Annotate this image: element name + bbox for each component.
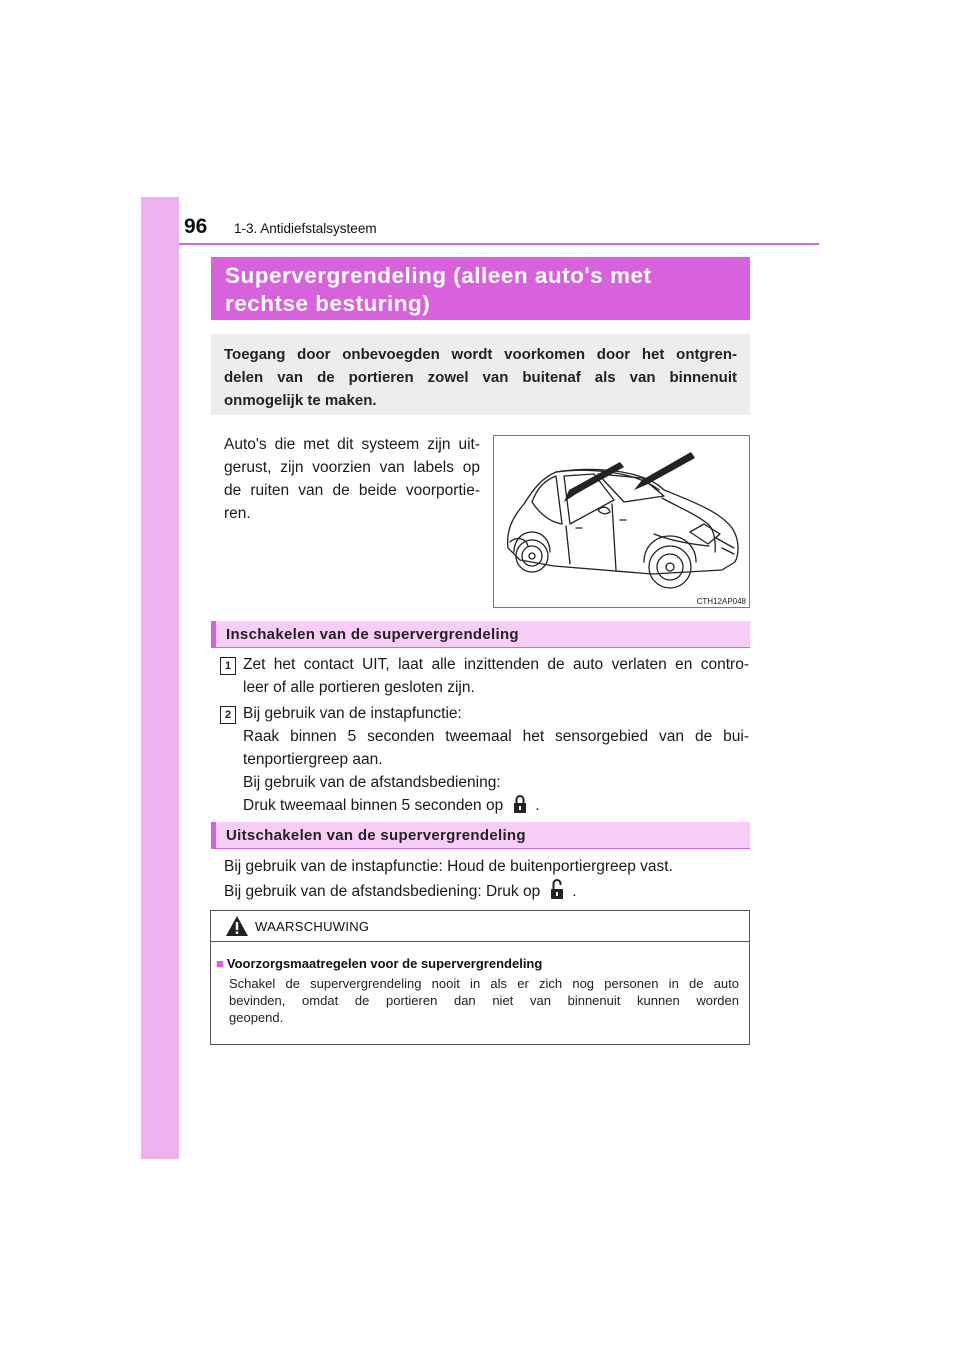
disable-section-heading: Uitschakelen van de supervergrendeling: [211, 822, 750, 849]
car-drawing: [494, 436, 749, 607]
warning-line: geopend.: [229, 1010, 284, 1025]
step-1-text: [243, 653, 749, 699]
paragraph-line: Auto's die met dit systeem zijn uit-: [224, 436, 480, 453]
press-unlock-text: Bij gebruik van de afstandsbediening: Druk op: [224, 883, 541, 900]
press-lock-period: .: [535, 797, 540, 814]
step-line: Zet het contact UIT, laat alle inzittenden de auto verlaten en contro-: [243, 656, 749, 673]
instruction-line: [224, 878, 750, 907]
header-rule: [179, 243, 819, 245]
warning-line: bevinden, omdat de portieren dan niet van binnenuit kunnen worden: [229, 993, 739, 1008]
enable-section-heading: Inschakelen van de supervergrendeling: [211, 621, 750, 648]
instruction-line: Bij gebruik van de instapfunctie: Houd de buitenportiergreep vast.: [224, 858, 673, 875]
warning-header: [211, 911, 749, 942]
unlock-icon: [550, 878, 564, 907]
page-title-line: Supervergrendeling (alleen auto's met: [225, 263, 652, 288]
disable-instructions: [224, 855, 750, 907]
warning-box: [210, 910, 750, 1045]
page-number: 96: [184, 215, 208, 238]
intro-summary-box: [211, 334, 750, 415]
paragraph-line: gerust, zijn voorzien van labels op: [224, 459, 480, 476]
car-illustration: [493, 435, 750, 608]
square-bullet-icon: ■: [216, 956, 224, 971]
step-line: Bij gebruik van de instapfunctie:: [243, 705, 462, 722]
car-label-paragraph: [224, 433, 480, 525]
step-line: tenportiergreep aan.: [243, 751, 383, 768]
side-tab-strip: [141, 197, 179, 1159]
warning-item-title-text: Voorzorgsmaatregelen voor de supervergrendeling: [226, 956, 543, 971]
paragraph-line: ren.: [224, 505, 251, 522]
step-2-text: [243, 702, 749, 821]
step-line: Bij gebruik van de afstandsbediening:: [243, 774, 501, 791]
step-line: [243, 794, 749, 821]
press-unlock-period: .: [572, 883, 577, 900]
intro-line: onmogelijk te maken.: [224, 392, 377, 409]
figure-code: CTH12AP048: [696, 597, 746, 606]
warning-item-title: [216, 956, 542, 971]
page-title-banner: [211, 257, 750, 320]
intro-line: Toegang door onbevoegden wordt voorkomen door het ontgren-: [224, 346, 737, 363]
section-title: 1-3. Antidiefstalsysteem: [234, 221, 377, 236]
warning-title: WAARSCHUWING: [255, 919, 370, 934]
step-line: Raak binnen 5 seconden tweemaal het sensorgebied van de bui-: [243, 728, 749, 745]
paragraph-line: de ruiten van de beide voorportie-: [224, 482, 480, 499]
step-number-badge: 2: [220, 706, 236, 724]
warning-line: Schakel de supervergrendeling nooit in als er zich nog personen in de auto: [229, 976, 739, 991]
intro-line: delen van de portieren zowel van buitenaf als van binnenuit: [224, 369, 737, 386]
step-number-badge: 1: [220, 657, 236, 675]
press-lock-text: Druk tweemaal binnen 5 seconden op: [243, 797, 504, 814]
warning-triangle-icon: [225, 915, 249, 942]
page-title-line: rechtse besturing): [225, 291, 431, 316]
warning-item-text: [229, 975, 739, 1026]
lock-icon: [513, 794, 527, 821]
step-line: leer of alle portieren gesloten zijn.: [243, 679, 475, 696]
